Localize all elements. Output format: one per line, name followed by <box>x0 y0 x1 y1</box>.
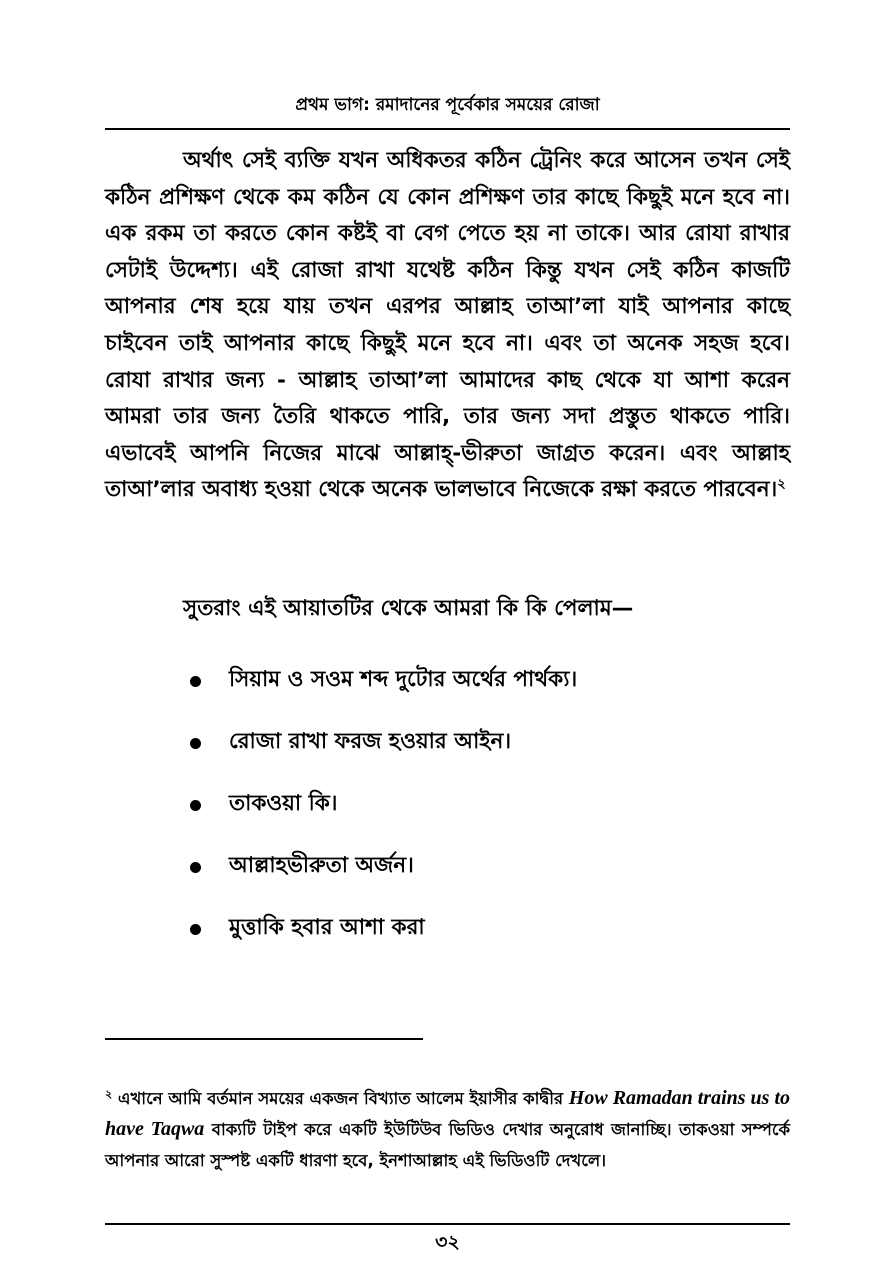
bullet-list <box>190 650 577 960</box>
bullet-icon <box>190 676 201 687</box>
footnote-english-title: How Ramadan trains us to have Taqwa <box>105 1087 791 1140</box>
footnote-reference: ২ <box>777 477 786 493</box>
list-item-text: সিয়াম ও সওম শব্দ দুটোর অর্থের পার্থক্য। <box>229 667 578 692</box>
list-item <box>190 836 577 898</box>
footer-rule <box>105 1223 790 1225</box>
list-item-text: আল্লাহভীরুতা অর্জন। <box>229 853 414 878</box>
list-item <box>190 774 577 836</box>
main-paragraph <box>105 143 790 509</box>
list-item-text: মুত্তাকি হবার আশা করা <box>229 915 425 940</box>
running-header <box>105 92 790 120</box>
bullet-icon <box>190 800 201 811</box>
footnote-text-before: এখানে আমি বর্তমান সময়ের একজন বিখ্যাত আলেম ইয়াসীর কাদ্বীর <box>117 1089 564 1108</box>
footnote-text-after: বাক্যটি টাইপ করে একটি ইউটিউব ভিডিও দেখার অনুরোধ জানাচ্ছি। তাকওয়া সম্পর্কে আপনার আরো সুস্পষ্ট একটি ধারণা হবে, ইনশাআল্লাহ এই ভিডিওটি দেখলে। <box>105 1120 790 1170</box>
summary-line: সুতরাং এই আয়াতটির থেকে আমরা কি কি পেলাম— <box>183 596 634 621</box>
list-item <box>190 712 577 774</box>
bullet-icon <box>190 924 201 935</box>
list-item-text: রোজা রাখা ফরজ হওয়ার আইন। <box>229 729 512 754</box>
footnote-rule <box>105 1038 423 1040</box>
page-number <box>105 1228 790 1260</box>
list-item <box>190 898 577 960</box>
bullet-icon <box>190 738 201 749</box>
page-number-text: ৩২ <box>435 1231 460 1253</box>
list-item <box>190 650 577 712</box>
bullet-icon <box>190 862 201 873</box>
footnote-mark: ২ <box>105 1087 113 1101</box>
header-rule <box>105 128 790 130</box>
footnote <box>105 1083 790 1176</box>
paragraph-text: অর্থাৎ সেই ব্যক্তি যখন অধিকতর কঠিন ট্রেনিং করে আসেন তখন সেই কঠিন প্রশিক্ষণ থেকে কম কঠিন যে কোন প্রশিক্ষণ তার কাছে কিছুই মনে হবে না। এক রকম তা করতে কোন কষ্টই বা বেগ পেতে হয় না তাকে। আর রোযা রাখার সেটাই উদ্দেশ্য। এই রোজা রাখা যথেষ্ট কঠিন কিন্তু যখন সেই কঠিন কাজটি আপনার শেষ হয়ে যায় তখন এরপর আল্লাহ তাআ’লা যাই আপনার কাছে চাইবেন তাই আপনার কাছে কিছুই মনে হবে না। এবং তা অনেক সহজ হবে। রোযা রাখার জন্য - আল্লাহ তাআ’লা আমাদের কাছ থেকে যা আশা করেন আমরা তার জন্য তৈরি থাকতে পারি, তার জন্য সদা প্রস্তুত থাকতে পারি। এভাবেই আপনি নিজের মাঝে আল্লাহ্-ভীরুতা জাগ্রত করেন। এবং আল্লাহ তাআ’লার অবাধ্য হওয়া থেকে অনেক ভালভাবে নিজেকে রক্ষা করতে পারবেন। <box>105 148 790 503</box>
running-title: প্রথম ভাগ: রমাদানের পূর্বেকার সময়ের রোজা <box>295 95 600 115</box>
list-item-text: তাকওয়া কি। <box>229 791 338 816</box>
